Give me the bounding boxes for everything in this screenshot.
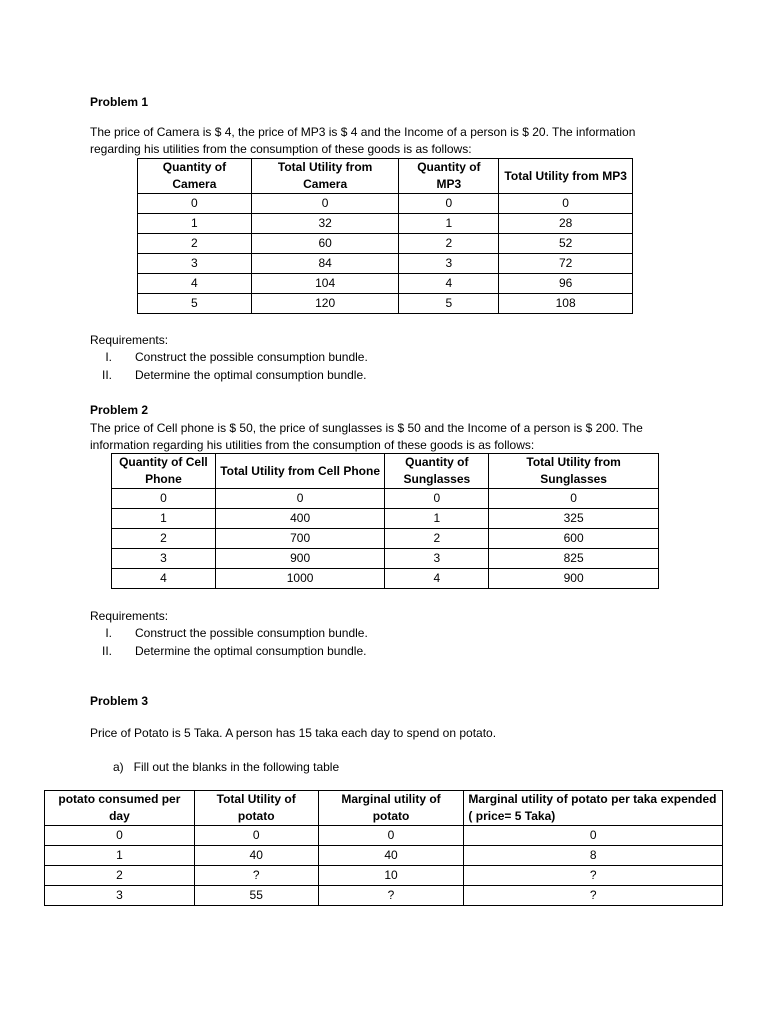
- list-number: II.: [101, 368, 112, 382]
- header-cell: Total Utility from Cell Phone: [215, 454, 385, 489]
- header-cell: Total Utility of potato: [194, 791, 318, 826]
- list-item: [90, 349, 368, 367]
- header-cell: Marginal utility of potato per taka expended ( price= 5 Taka): [464, 791, 723, 826]
- problem-3-task: a) Fill out the blanks in the following table: [113, 760, 340, 774]
- table-cell: 3: [138, 254, 252, 274]
- list-text: Determine the optimal consumption bundle.: [135, 368, 367, 382]
- table-cell: 28: [499, 214, 633, 234]
- table-cell: 0: [385, 489, 489, 509]
- table-cell: 108: [499, 294, 633, 314]
- problem-1-requirements: [90, 349, 368, 385]
- table-cell: 1: [385, 509, 489, 529]
- table-cell: ?: [318, 886, 464, 906]
- table-row: [138, 194, 633, 214]
- header-cell: Total Utility from Sunglasses: [489, 454, 659, 489]
- table-row: [45, 886, 723, 906]
- table-row: [138, 294, 633, 314]
- table-header-row: [45, 791, 723, 826]
- list-item: [90, 625, 368, 643]
- table-cell: 4: [138, 274, 252, 294]
- table-cell: 2: [399, 234, 499, 254]
- table-row: [112, 529, 659, 549]
- list-text: Construct the possible consumption bundle.: [135, 626, 368, 640]
- problem-1-intro: The price of Camera is $ 4, the price of MP3 is $ 4 and the Income of a person is $ 20. The information regarding his utilities from the consumption of these goods is as follows:: [90, 125, 636, 156]
- header-cell: Quantity of Camera: [138, 159, 252, 194]
- problem-2-requirements-label: Requirements:: [90, 609, 169, 623]
- table-cell: 825: [489, 549, 659, 569]
- table-header-row: [138, 159, 633, 194]
- table-cell: ?: [194, 866, 318, 886]
- table-row: [138, 214, 633, 234]
- problem-1-title: Problem 1: [90, 95, 149, 109]
- list-number: I.: [105, 626, 112, 640]
- table-cell: 120: [251, 294, 399, 314]
- table-cell: 600: [489, 529, 659, 549]
- table-cell: 4: [399, 274, 499, 294]
- table-cell: 0: [138, 194, 252, 214]
- list-text: Construct the possible consumption bundle.: [135, 350, 368, 364]
- list-number: II.: [101, 644, 112, 658]
- table-cell: 1000: [215, 569, 385, 589]
- problem-1-requirements-label: Requirements:: [90, 333, 169, 347]
- table-cell: 0: [215, 489, 385, 509]
- header-cell: Quantity of Sunglasses: [385, 454, 489, 489]
- table-cell: 1: [45, 846, 195, 866]
- table-cell: 0: [194, 826, 318, 846]
- table-cell: 1: [138, 214, 252, 234]
- table-row: [138, 274, 633, 294]
- table-row: [45, 826, 723, 846]
- table-cell: 40: [194, 846, 318, 866]
- table-cell: 84: [251, 254, 399, 274]
- problem-3-title: Problem 3: [90, 694, 149, 708]
- header-cell: potato consumed per day: [45, 791, 195, 826]
- list-text: Determine the optimal consumption bundle.: [135, 644, 367, 658]
- header-cell: Total Utility from MP3: [499, 159, 633, 194]
- table-cell: 0: [464, 826, 723, 846]
- table-cell: 5: [138, 294, 252, 314]
- problem-3-intro: Price of Potato is 5 Taka. A person has 15 taka each day to spend on potato.: [90, 726, 497, 740]
- table-cell: ?: [464, 866, 723, 886]
- problem-3-table: [44, 790, 723, 906]
- table-row: [45, 846, 723, 866]
- table-cell: 0: [112, 489, 216, 509]
- table-cell: 325: [489, 509, 659, 529]
- table-cell: 72: [499, 254, 633, 274]
- header-cell: Marginal utility of potato: [318, 791, 464, 826]
- table-cell: 1: [112, 509, 216, 529]
- header-cell: Quantity of Cell Phone: [112, 454, 216, 489]
- table-row: [138, 234, 633, 254]
- table-cell: 2: [112, 529, 216, 549]
- table-cell: 60: [251, 234, 399, 254]
- table-cell: 0: [399, 194, 499, 214]
- table-cell: 900: [489, 569, 659, 589]
- table-cell: 2: [45, 866, 195, 886]
- table-row: [112, 509, 659, 529]
- header-cell: Quantity of MP3: [399, 159, 499, 194]
- header-cell: Total Utility from Camera: [251, 159, 399, 194]
- table-cell: 3: [112, 549, 216, 569]
- table-cell: 10: [318, 866, 464, 886]
- table-cell: 900: [215, 549, 385, 569]
- table-cell: 8: [464, 846, 723, 866]
- table-cell: 1: [399, 214, 499, 234]
- table-cell: 0: [45, 826, 195, 846]
- table-cell: 0: [318, 826, 464, 846]
- problem-2-intro: The price of Cell phone is $ 50, the price of sunglasses is $ 50 and the Income of a person is $ 200. The information regarding his utilities from the consumption of these goods is as follows:: [90, 421, 643, 452]
- table-cell: 4: [112, 569, 216, 589]
- table-cell: 0: [499, 194, 633, 214]
- table-cell: 4: [385, 569, 489, 589]
- problem-1-table: [137, 158, 633, 314]
- list-item: [90, 643, 368, 661]
- table-cell: 0: [251, 194, 399, 214]
- table-cell: 104: [251, 274, 399, 294]
- table-cell: 3: [399, 254, 499, 274]
- table-cell: 5: [399, 294, 499, 314]
- problem-2-requirements: [90, 625, 368, 661]
- list-item: [90, 367, 368, 385]
- table-row: [112, 489, 659, 509]
- table-cell: 2: [385, 529, 489, 549]
- table-cell: 3: [385, 549, 489, 569]
- table-cell: 55: [194, 886, 318, 906]
- problem-2-title: Problem 2: [90, 403, 149, 417]
- table-cell: 700: [215, 529, 385, 549]
- table-cell: 400: [215, 509, 385, 529]
- table-row: [112, 569, 659, 589]
- table-header-row: [112, 454, 659, 489]
- table-row: [45, 866, 723, 886]
- table-cell: 3: [45, 886, 195, 906]
- table-cell: ?: [464, 886, 723, 906]
- problem-2-table: [111, 453, 659, 589]
- table-cell: 32: [251, 214, 399, 234]
- table-cell: 52: [499, 234, 633, 254]
- list-number: I.: [105, 350, 112, 364]
- table-cell: 40: [318, 846, 464, 866]
- table-row: [138, 254, 633, 274]
- table-cell: 0: [489, 489, 659, 509]
- table-cell: 2: [138, 234, 252, 254]
- table-row: [112, 549, 659, 569]
- table-cell: 96: [499, 274, 633, 294]
